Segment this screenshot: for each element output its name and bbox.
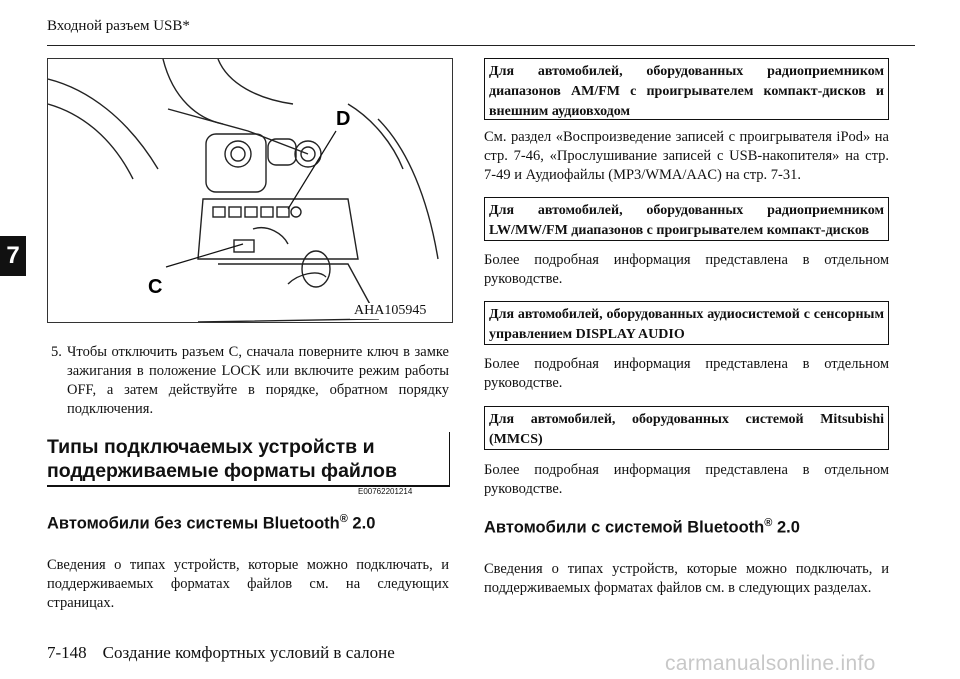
switch-2 [229, 207, 241, 217]
step-number: 5. [51, 344, 62, 360]
dash-curve-2 [218, 59, 293, 104]
paragraph-separate-guide: Более подробная информация представлена в отдельном руководстве. [484, 356, 889, 391]
shift-knob-icon [302, 251, 330, 287]
running-header: Входной разъем USB* [47, 18, 190, 34]
subheading-with-bluetooth: Автомобили с системой Bluetooth® 2.0 [484, 517, 800, 537]
console-drawing [48, 59, 452, 322]
paragraph-separate-guide: Более подробная информация представлена в отдельном руководстве. [484, 462, 889, 497]
page-footer [47, 643, 395, 663]
info-box-mmcs: Для автомобилей, оборудованных системой Mitsubishi (MMCS) [484, 406, 889, 450]
vent-left-icon [225, 141, 251, 167]
page-number: 7-148 [47, 643, 87, 662]
left-paragraph: Сведения о типах устройств, которые можно подключать, и поддерживаемых форматах файлов см. на следующих страницах. [47, 557, 449, 611]
center-panel [206, 134, 266, 192]
paragraph-device-types: Сведения о типах устройств, которые можно подключать, и поддерживаемых форматах файлов см. в следующих разделах. [484, 561, 889, 596]
header-rule [47, 45, 915, 46]
section-title: Типы подключаемых устройств и поддерживаемые форматы файлов [47, 436, 397, 482]
info-box-lw-mw-fm: Для автомобилей, оборудованных радиоприемником LW/MW/FM диапазонов с проигрывателем компакт-дисков [484, 197, 889, 241]
step-text: Чтобы отключить разъем C, сначала поверните ключ в замке зажигания в положение LOCK или включите режим работы OFF, а затем действуйте в порядке, обратном порядку подключения. [67, 344, 449, 417]
label-c: C [148, 276, 163, 298]
steering-wheel-arc [48, 79, 158, 169]
step-5 [47, 343, 449, 419]
section-code: E00762201214 [358, 487, 413, 496]
figure-code: AHA105945 [350, 303, 430, 319]
usb-port-icon [277, 207, 289, 217]
dashboard-illustration [47, 58, 453, 323]
switch-1 [213, 207, 225, 217]
info-box-display-audio: Для автомобилей, оборудованных аудиосистемой с сенсорным управлением DISPLAY AUDIO [484, 301, 889, 345]
usb-cable [253, 228, 288, 244]
aux-jack-icon [291, 207, 301, 217]
footer-title: Создание комфортных условий в салоне [102, 643, 395, 662]
dash-curve [163, 59, 223, 124]
switch-4 [261, 207, 273, 217]
paragraph-references: См. раздел «Воспроизведение записей с проигрывателя iPod» на стр. 7-46, «Прослушивание записей с USB-накопителя» на стр. 7-49 и Аудиофайлы (MP3/WMA/AAC) на стр. 7-31. [484, 129, 889, 183]
dash-right-curve-2 [348, 104, 403, 169]
label-d: D [336, 108, 351, 130]
chapter-tab: 7 [0, 236, 26, 276]
info-box-am-fm: Для автомобилей, оборудованных радиоприемником диапазонов AM/FM с проигрывателем компакт-дисков и внешним аудиовходом [484, 58, 889, 120]
steering-wheel-inner-arc [48, 104, 133, 179]
switch-3 [245, 207, 257, 217]
watermark: carmanualsonline.info [665, 652, 876, 675]
paragraph-separate-guide: Более подробная информация представлена в отдельном руководстве. [484, 252, 889, 287]
vent-middle-icon [268, 139, 296, 165]
subheading-no-bluetooth: Автомобили без системы Bluetooth® 2.0 [47, 513, 376, 533]
